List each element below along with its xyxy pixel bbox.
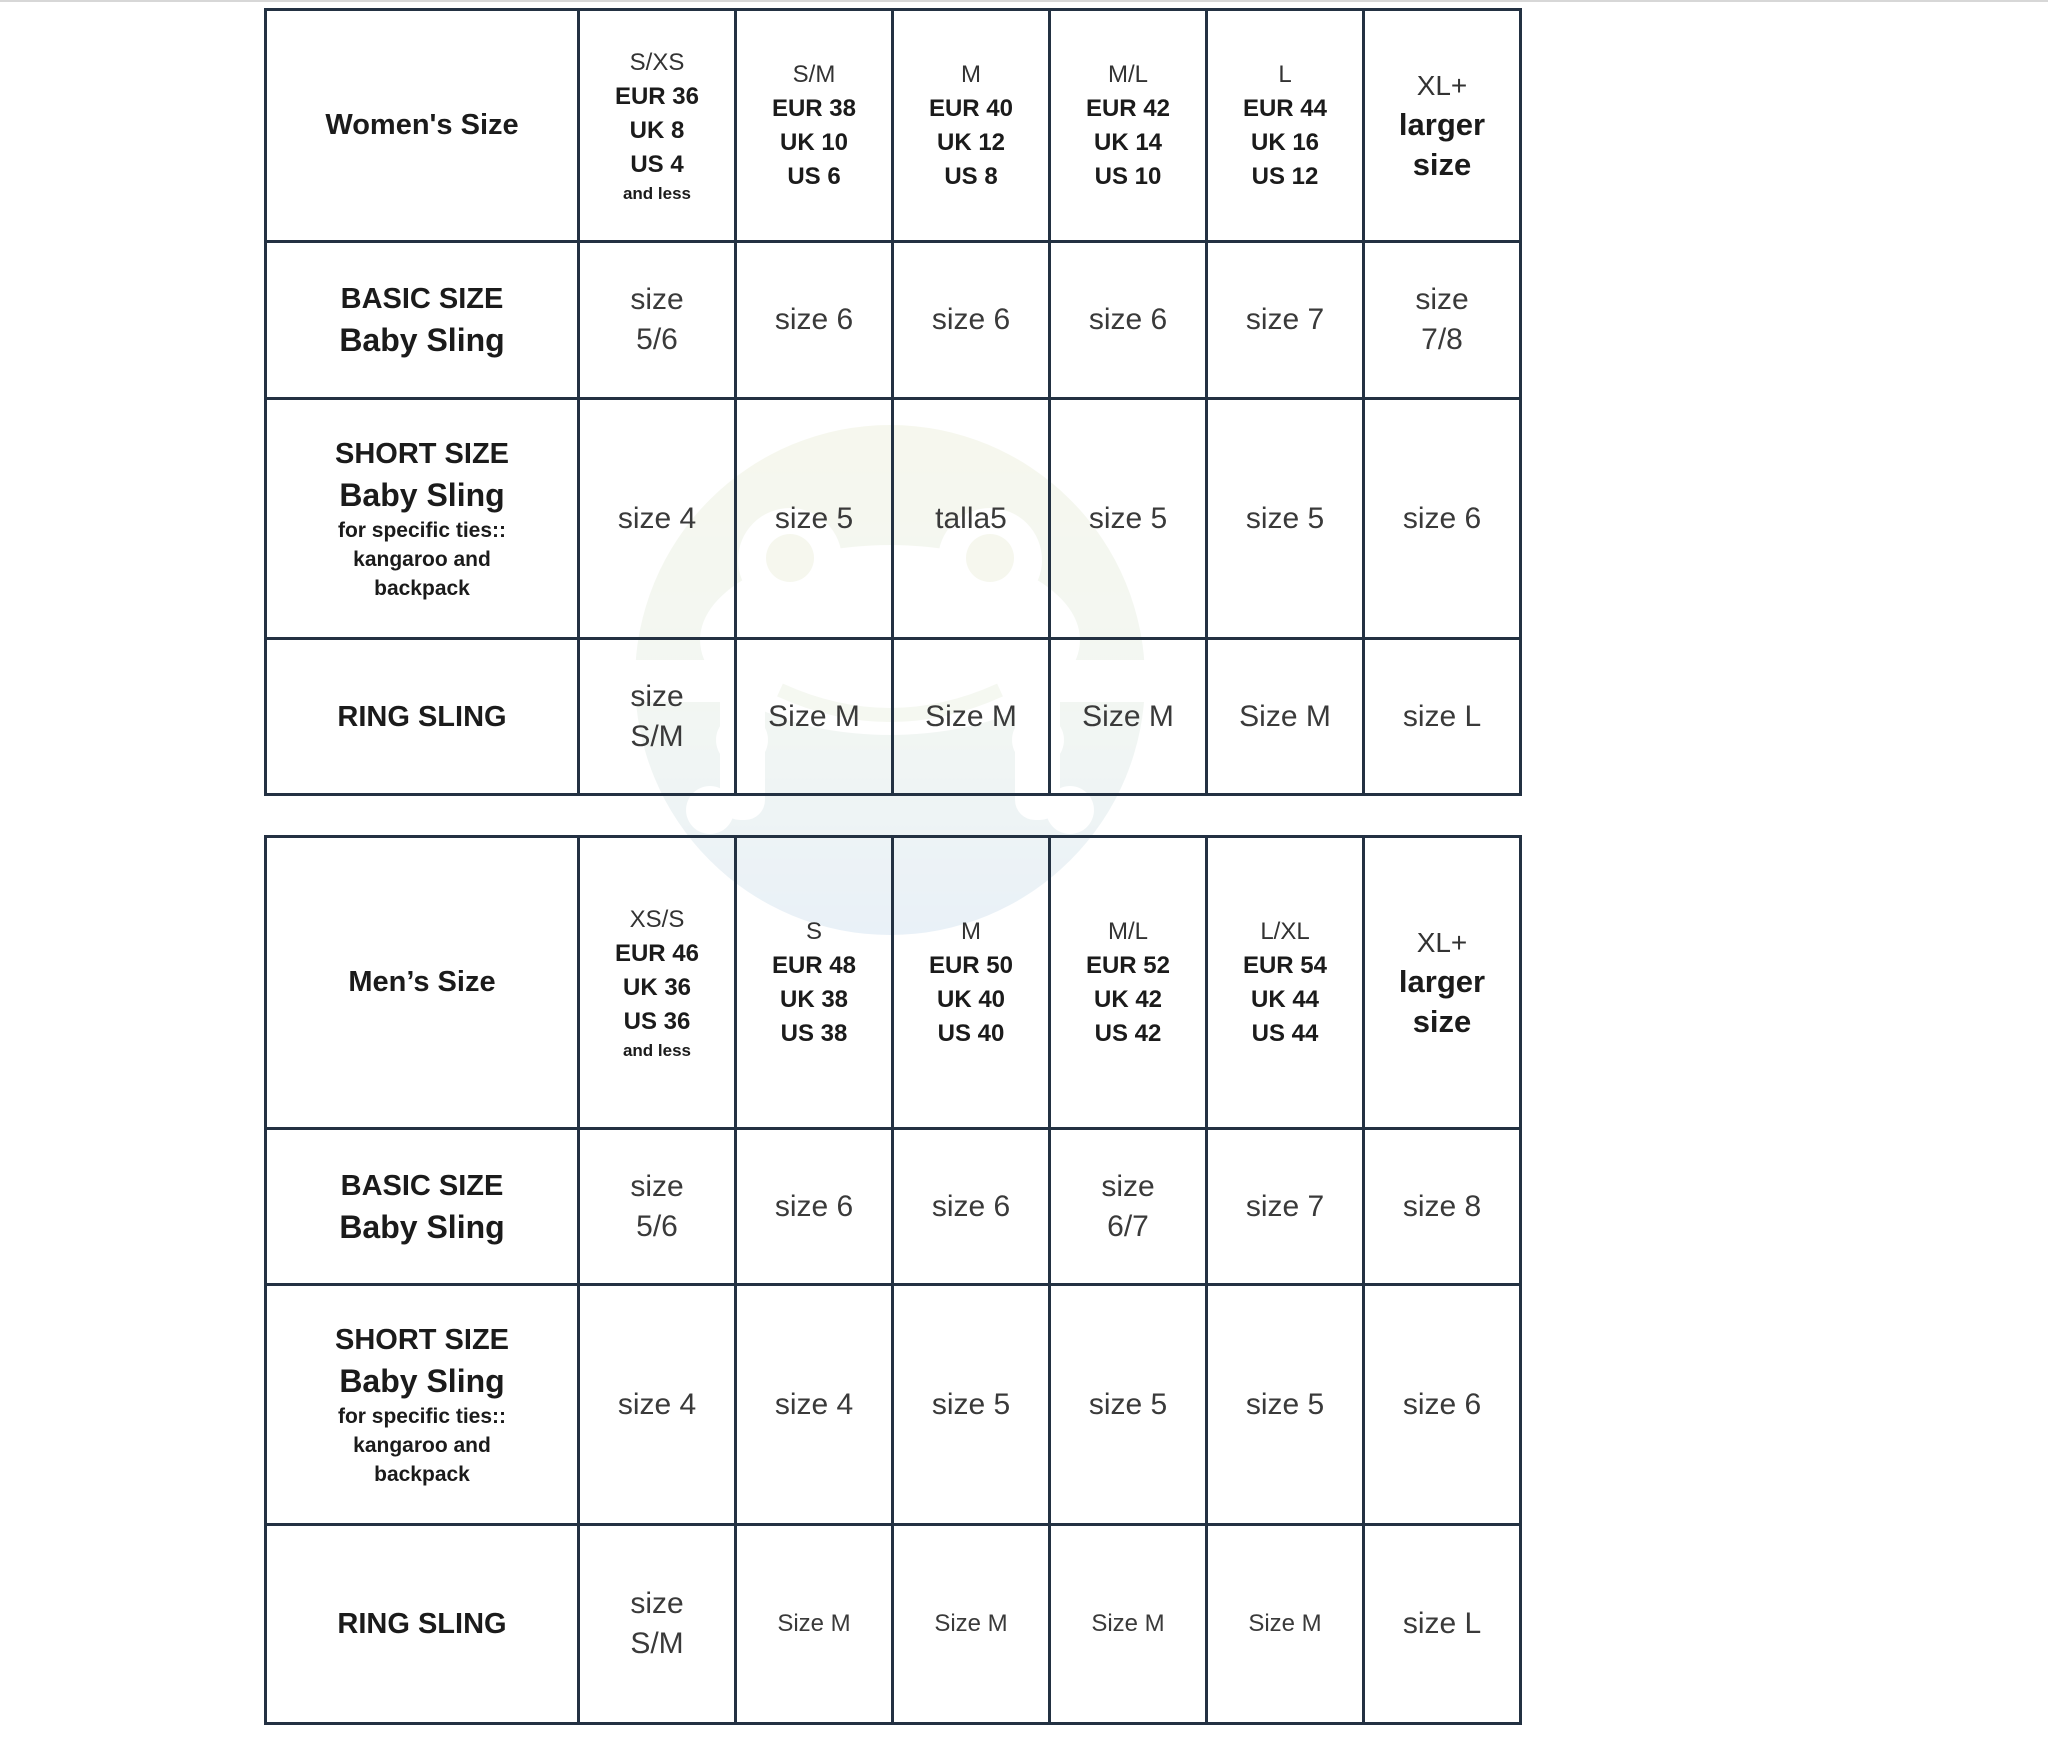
uk-size: UK 40 bbox=[936, 985, 1006, 1013]
cell-value: size bbox=[630, 283, 684, 316]
table-cell bbox=[1207, 1129, 1364, 1285]
cell-value: size 5 bbox=[1088, 501, 1168, 535]
cell-value: size 4 bbox=[617, 1387, 697, 1421]
women-col-header bbox=[736, 10, 893, 242]
uk-size: UK 10 bbox=[779, 128, 849, 156]
eur-size: EUR 40 bbox=[928, 94, 1014, 122]
specific-ties-note: for specific ties:: bbox=[337, 519, 507, 542]
row-label-short bbox=[266, 1285, 579, 1525]
table-cell bbox=[579, 1129, 736, 1285]
table-cell bbox=[1050, 639, 1207, 795]
cell-value: 7/8 bbox=[1421, 323, 1463, 356]
cell-value: size 6 bbox=[1402, 1387, 1482, 1421]
specific-ties-note: for specific ties:: bbox=[337, 1405, 507, 1428]
us-size: US 6 bbox=[787, 162, 841, 190]
cell-value: size L bbox=[1402, 1607, 1482, 1640]
table-cell bbox=[579, 1525, 736, 1724]
table-cell bbox=[736, 1285, 893, 1525]
cell-value: size 6 bbox=[1088, 303, 1168, 336]
backpack-note: backpack bbox=[374, 577, 470, 600]
women-header-row bbox=[266, 10, 1521, 242]
eur-size: EUR 52 bbox=[1085, 951, 1171, 979]
table-cell bbox=[893, 1285, 1050, 1525]
us-size: US 44 bbox=[1251, 1019, 1319, 1047]
baby-sling-title: Baby Sling bbox=[339, 1208, 505, 1245]
table-cell bbox=[1050, 242, 1207, 399]
size-label: size bbox=[1412, 1003, 1472, 1039]
baby-sling-title: Baby Sling bbox=[339, 477, 505, 513]
size-code: XL+ bbox=[1416, 926, 1468, 958]
women-ring-row bbox=[266, 639, 1521, 795]
uk-size: UK 38 bbox=[779, 985, 849, 1013]
table-cell bbox=[893, 1525, 1050, 1724]
men-col-header bbox=[1050, 837, 1207, 1129]
us-size: US 36 bbox=[623, 1007, 691, 1035]
table-cell bbox=[1050, 1285, 1207, 1525]
backpack-note: backpack bbox=[374, 1463, 470, 1486]
table-cell bbox=[1364, 639, 1521, 795]
men-col-header bbox=[579, 837, 736, 1129]
women-col-header bbox=[579, 10, 736, 242]
women-col-header bbox=[893, 10, 1050, 242]
us-size: US 10 bbox=[1094, 162, 1162, 190]
row-label-ring bbox=[266, 639, 579, 795]
men-col-header bbox=[736, 837, 893, 1129]
baby-sling-title: Baby Sling bbox=[339, 322, 505, 358]
women-basic-row bbox=[266, 242, 1521, 399]
men-col-header bbox=[893, 837, 1050, 1129]
cell-value: Size M bbox=[1239, 699, 1331, 733]
cell-value: Size M bbox=[777, 1610, 851, 1637]
women-size-table bbox=[264, 8, 1522, 796]
table-cell bbox=[1364, 242, 1521, 399]
size-label: size bbox=[1412, 146, 1472, 182]
table-cell bbox=[1207, 1525, 1364, 1724]
table-cell bbox=[736, 1129, 893, 1285]
cell-value: 6/7 bbox=[1107, 1209, 1149, 1243]
table-cell bbox=[1364, 1285, 1521, 1525]
size-code: S bbox=[805, 917, 822, 945]
uk-size: UK 12 bbox=[936, 128, 1006, 156]
cell-value: Size M bbox=[768, 699, 860, 733]
cell-value: size bbox=[630, 1587, 684, 1620]
men-basic-row bbox=[266, 1129, 1521, 1285]
men-size-label: Men’s Size bbox=[348, 966, 496, 998]
table-cell bbox=[1364, 1129, 1521, 1285]
table-cell bbox=[736, 242, 893, 399]
size-code: L/XL bbox=[1260, 917, 1310, 945]
cell-value: size 6 bbox=[931, 303, 1011, 336]
uk-size: UK 42 bbox=[1093, 985, 1163, 1013]
table-cell bbox=[736, 639, 893, 795]
table-cell bbox=[1207, 399, 1364, 639]
cell-value: size 5 bbox=[1088, 1387, 1168, 1421]
size-code: XS/S bbox=[629, 905, 685, 933]
us-size: US 40 bbox=[937, 1019, 1005, 1047]
uk-size: UK 8 bbox=[629, 116, 685, 144]
cell-value: size 7 bbox=[1245, 1189, 1325, 1223]
cell-value: S/M bbox=[630, 719, 684, 753]
cell-value: 5/6 bbox=[636, 323, 678, 356]
table-cell bbox=[736, 399, 893, 639]
cell-value: Size M bbox=[934, 1610, 1008, 1637]
women-size-label-cell bbox=[266, 10, 579, 242]
table-cell bbox=[893, 242, 1050, 399]
cell-value: size L bbox=[1402, 699, 1482, 733]
cell-value: size 5 bbox=[774, 501, 854, 535]
row-label-basic bbox=[266, 1129, 579, 1285]
table-cell bbox=[1207, 242, 1364, 399]
eur-size: EUR 50 bbox=[928, 951, 1014, 979]
size-code: M bbox=[961, 60, 981, 88]
cell-value: size 6 bbox=[774, 1189, 854, 1223]
cell-value: Size M bbox=[1082, 699, 1174, 733]
women-col-header bbox=[1207, 10, 1364, 242]
table-cell bbox=[579, 242, 736, 399]
cell-value: size 6 bbox=[1402, 501, 1482, 535]
women-short-row bbox=[266, 399, 1521, 639]
size-code: L bbox=[1278, 60, 1292, 88]
kangaroo-note: kangaroo and bbox=[353, 548, 491, 571]
cell-value: size 4 bbox=[774, 1387, 854, 1421]
eur-size: EUR 48 bbox=[771, 951, 857, 979]
cell-value: talla5 bbox=[935, 501, 1007, 535]
short-size-title: SHORT SIZE bbox=[334, 438, 509, 470]
ring-sling-title: RING SLING bbox=[337, 700, 507, 733]
men-header-row bbox=[266, 837, 1521, 1129]
table-cell bbox=[579, 639, 736, 795]
cell-value: size 4 bbox=[617, 501, 697, 535]
uk-size: UK 36 bbox=[622, 973, 692, 1001]
table-cell bbox=[1207, 639, 1364, 795]
larger-label: larger bbox=[1398, 106, 1486, 142]
uk-size: UK 44 bbox=[1250, 985, 1320, 1013]
uk-size: UK 14 bbox=[1093, 128, 1163, 156]
cell-value: S/M bbox=[630, 1627, 684, 1660]
cell-value: size 8 bbox=[1402, 1189, 1482, 1223]
cell-value: size 5 bbox=[931, 1387, 1011, 1421]
women-col-header bbox=[1050, 10, 1207, 242]
us-size: US 4 bbox=[630, 150, 684, 178]
table-cell bbox=[1207, 1285, 1364, 1525]
cell-value: size bbox=[630, 1169, 684, 1203]
cell-value: Size M bbox=[1091, 1610, 1165, 1637]
eur-size: EUR 46 bbox=[614, 939, 700, 967]
cell-value: Size M bbox=[1248, 1610, 1322, 1637]
row-label-ring bbox=[266, 1525, 579, 1724]
us-size: US 38 bbox=[780, 1019, 848, 1047]
men-col-header bbox=[1207, 837, 1364, 1129]
eur-size: EUR 42 bbox=[1085, 94, 1171, 122]
basic-size-title: BASIC SIZE bbox=[340, 283, 504, 315]
size-code: S/XS bbox=[629, 48, 685, 76]
eur-size: EUR 36 bbox=[614, 82, 700, 110]
and-less-note: and less bbox=[622, 1040, 692, 1060]
cell-value: size 5 bbox=[1245, 1387, 1325, 1421]
size-code: M bbox=[961, 917, 981, 945]
short-size-title: SHORT SIZE bbox=[334, 1324, 509, 1356]
table-cell bbox=[579, 399, 736, 639]
table-cell bbox=[1050, 399, 1207, 639]
basic-size-title: BASIC SIZE bbox=[340, 1169, 504, 1202]
size-code: M/L bbox=[1107, 917, 1148, 945]
table-cell bbox=[893, 639, 1050, 795]
men-size-table bbox=[264, 835, 1522, 1725]
us-size: US 42 bbox=[1094, 1019, 1162, 1047]
women-col-header-xl bbox=[1364, 10, 1521, 242]
top-divider bbox=[0, 0, 2048, 2]
size-code: XL+ bbox=[1416, 69, 1468, 101]
cell-value: size bbox=[1101, 1169, 1155, 1203]
men-col-header-xl bbox=[1364, 837, 1521, 1129]
ring-sling-title: RING SLING bbox=[337, 1608, 507, 1640]
table-cell bbox=[893, 1129, 1050, 1285]
cell-value: Size M bbox=[925, 699, 1017, 733]
men-ring-row bbox=[266, 1525, 1521, 1724]
row-label-basic bbox=[266, 242, 579, 399]
table-cell bbox=[1050, 1525, 1207, 1724]
table-cell bbox=[893, 399, 1050, 639]
size-code: S/M bbox=[792, 60, 836, 88]
cell-value: size 7 bbox=[1245, 303, 1325, 336]
table-cell bbox=[579, 1285, 736, 1525]
men-size-label-cell bbox=[266, 837, 579, 1129]
baby-sling-title: Baby Sling bbox=[339, 1363, 505, 1399]
cell-value: size bbox=[630, 679, 684, 713]
men-short-row bbox=[266, 1285, 1521, 1525]
uk-size: UK 16 bbox=[1250, 128, 1320, 156]
and-less-note: and less bbox=[622, 183, 692, 203]
table-cell bbox=[736, 1525, 893, 1724]
row-label-short bbox=[266, 399, 579, 639]
cell-value: size bbox=[1415, 283, 1469, 316]
eur-size: EUR 38 bbox=[771, 94, 857, 122]
cell-value: size 5 bbox=[1245, 501, 1325, 535]
eur-size: EUR 54 bbox=[1242, 951, 1328, 979]
kangaroo-note: kangaroo and bbox=[353, 1434, 491, 1457]
cell-value: size 6 bbox=[931, 1189, 1011, 1223]
size-code: M/L bbox=[1107, 60, 1148, 88]
women-size-label: Women's Size bbox=[325, 109, 519, 141]
eur-size: EUR 44 bbox=[1242, 94, 1328, 122]
table-cell bbox=[1364, 1525, 1521, 1724]
cell-value: 5/6 bbox=[636, 1209, 678, 1243]
table-cell bbox=[1364, 399, 1521, 639]
cell-value: size 6 bbox=[774, 303, 854, 336]
larger-label: larger bbox=[1398, 963, 1486, 999]
table-cell bbox=[1050, 1129, 1207, 1285]
us-size: US 12 bbox=[1251, 162, 1319, 190]
us-size: US 8 bbox=[944, 162, 998, 190]
